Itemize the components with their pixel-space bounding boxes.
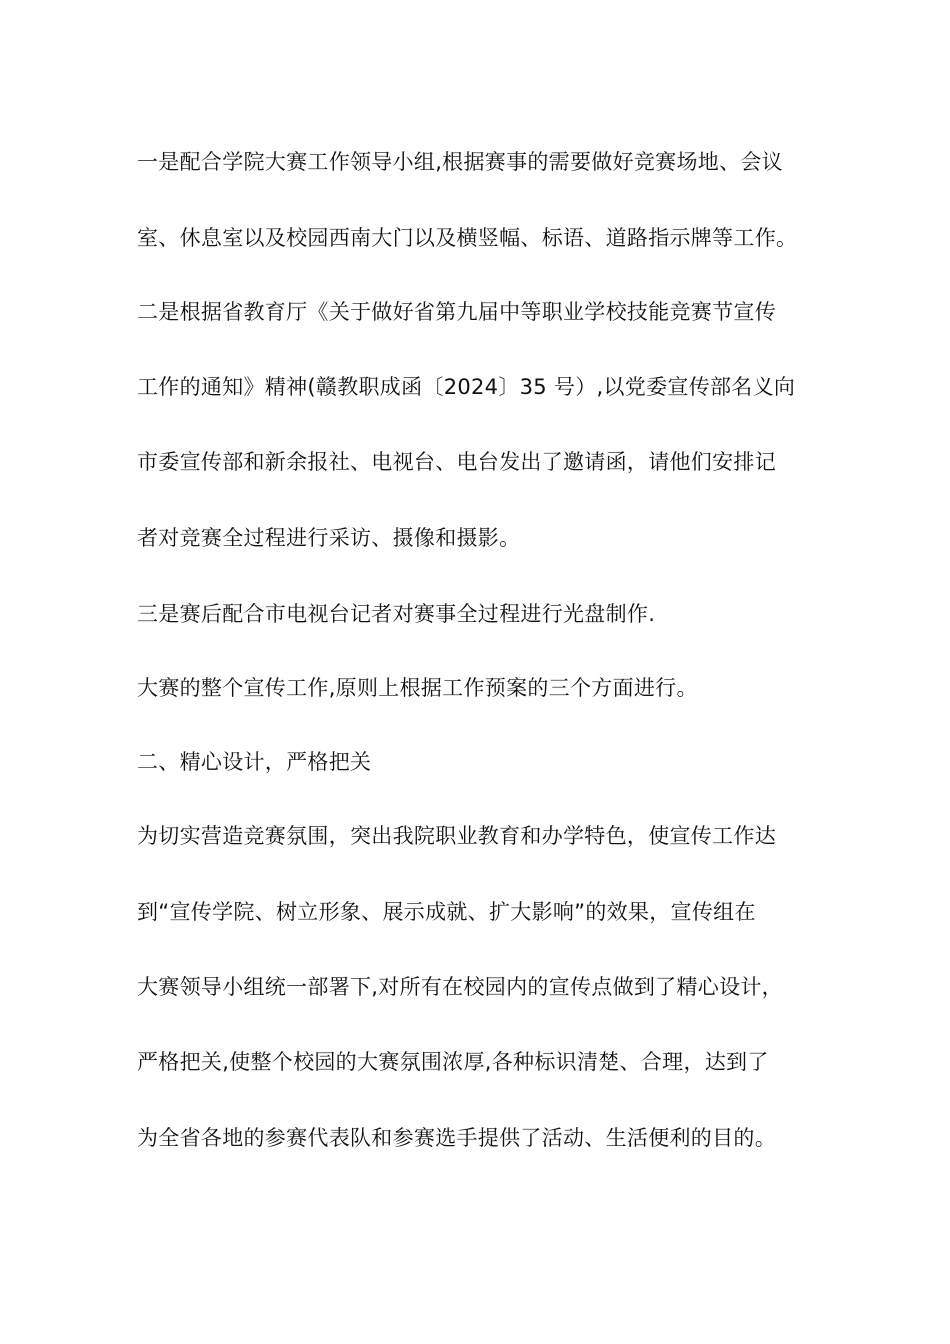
text-line: 者对竞赛全过程进行采访、摄像和摄影。 xyxy=(137,526,521,550)
section-heading: 二、精心设计，严格把关 xyxy=(137,750,372,774)
text-line: 工作的通知》精神(赣教职成函〔2024〕35 号）,以党委宣传部名义向 xyxy=(137,375,796,399)
text-line: 大赛领导小组统一部署下,对所有在校园内的宣传点做到了精心设计， xyxy=(137,975,783,999)
text-line: 为切实营造竞赛氛围，突出我院职业教育和办学特色，使宣传工作达 xyxy=(137,824,776,848)
text-line: 市委宣传部和新余报社、电视台、电台发出了邀请函，请他们安排记 xyxy=(137,450,776,474)
text-line: 二是根据省教育厅《关于做好省第九届中等职业学校技能竞赛节宣传 xyxy=(137,300,776,324)
text-line: 三是赛后配合市电视台记者对赛事全过程进行光盘制作. xyxy=(137,602,656,626)
text-line: 为全省各地的参赛代表队和参赛选手提供了活动、生活便利的目的。 xyxy=(137,1126,776,1150)
text-line: 严格把关,使整个校园的大赛氛围浓厚,各种标识清楚、合理，达到了 xyxy=(137,1050,769,1074)
text-line: 一是配合学院大赛工作领导小组,根据赛事的需要做好竞赛场地、会议 xyxy=(137,150,783,174)
text-line: 室、休息室以及校园西南大门以及横竖幅、标语、道路指示牌等工作。 xyxy=(137,226,798,250)
text-line: 大赛的整个宣传工作,原则上根据工作预案的三个方面进行。 xyxy=(137,676,698,700)
text-line: 到“宣传学院、树立形象、展示成就、扩大影响”的效果，宣传组在 xyxy=(137,900,756,924)
